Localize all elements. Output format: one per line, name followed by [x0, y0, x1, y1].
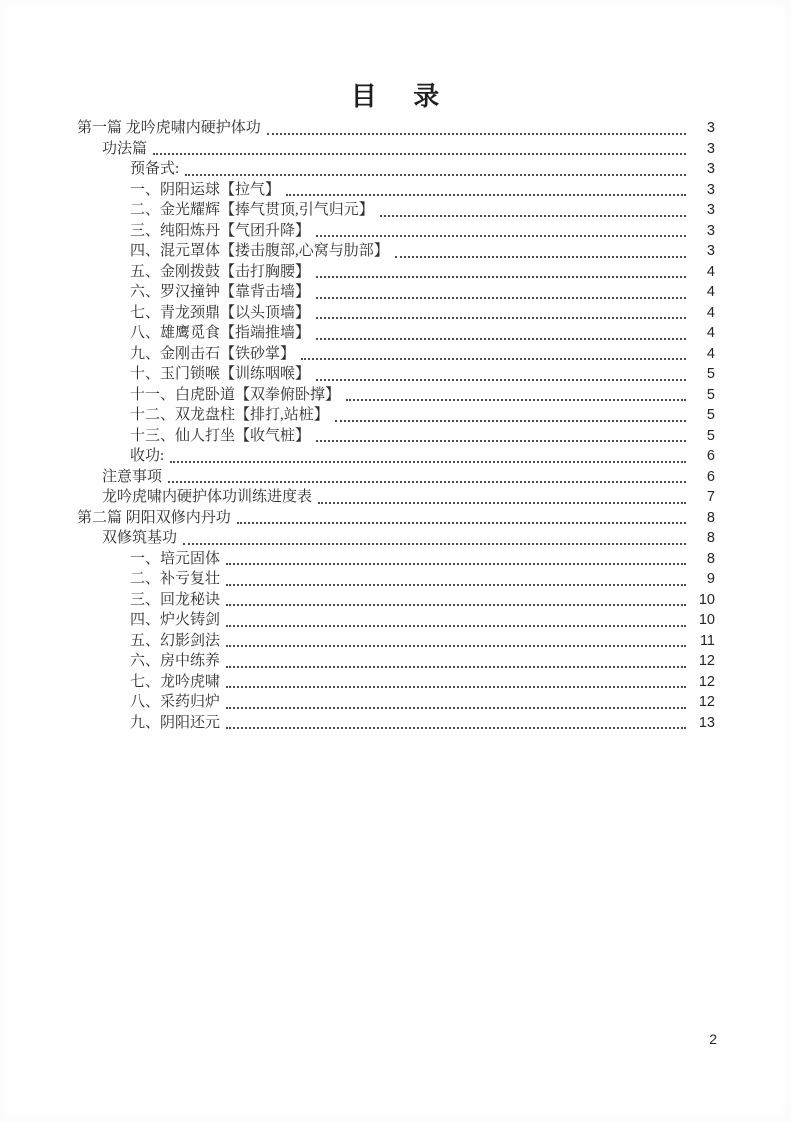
toc-leader-dots: [318, 502, 686, 504]
toc-entry-page: 4: [706, 325, 715, 341]
toc-entry-label: 四、混元罩体【搂击腹部,心窝与肋部】: [130, 243, 389, 259]
toc-entry-page: 5: [706, 427, 715, 444]
toc-entry: [77, 282, 715, 303]
toc-entry: [77, 692, 715, 713]
toc-entry-page: 4: [706, 304, 715, 321]
toc-entry-page: 4: [706, 345, 715, 362]
toc-entry: [77, 446, 715, 467]
toc-entry-label: 九、金刚击石【铁砂掌】: [130, 345, 296, 362]
toc-entry-page: 12: [698, 673, 715, 690]
toc-entry-page: 3: [706, 161, 715, 177]
toc-leader-dots: [183, 543, 686, 545]
toc-entry: [77, 200, 715, 221]
toc-leader-dots: [168, 481, 686, 483]
toc-leader-dots: [301, 358, 686, 360]
page-title: 目 录: [350, 82, 441, 111]
toc-entry-page: 3: [706, 202, 715, 218]
toc-entry-page: 11: [699, 632, 715, 649]
toc-entry-page: 13: [698, 714, 715, 731]
toc-entry: [77, 610, 715, 631]
toc-entry-label: 九、阴阳还元: [130, 714, 221, 731]
toc-entry: [77, 569, 715, 590]
toc-entry: [77, 262, 715, 283]
toc-entry-label: 一、阴阳运球【拉气】: [130, 181, 281, 198]
toc-leader-dots: [185, 174, 686, 176]
toc-entry-label: 双修筑基功: [102, 530, 178, 546]
toc-leader-dots: [267, 133, 686, 135]
toc-leader-dots: [226, 604, 686, 606]
toc-list: [0, 118, 791, 733]
toc-entry-label: 第二篇 阴阳双修内丹功: [77, 509, 231, 526]
toc-entry: [77, 241, 715, 262]
toc-entry-label: 十二、双龙盘柱【排打,站桩】: [130, 407, 329, 423]
toc-entry: [77, 303, 715, 324]
toc-leader-dots: [226, 666, 686, 668]
toc-leader-dots: [316, 276, 686, 278]
toc-entry-label: 收功:: [130, 448, 165, 464]
toc-entry-label: 四、炉火铸剑: [130, 612, 221, 628]
toc-leader-dots: [346, 399, 686, 401]
toc-entry-label: 八、雄鹰觅食【指端推墙】: [130, 325, 311, 341]
toc-leader-dots: [380, 215, 686, 217]
toc-entry-label: 十一、白虎卧道【双拳俯卧撑】: [130, 386, 341, 403]
toc-leader-dots: [237, 522, 686, 524]
toc-entry-page: 6: [706, 448, 715, 464]
toc-entry: [77, 405, 715, 426]
toc-leader-dots: [316, 297, 686, 299]
toc-leader-dots: [316, 317, 686, 319]
toc-entry-label: 七、龙吟虎啸: [130, 673, 221, 690]
toc-leader-dots: [316, 235, 686, 237]
toc-leader-dots: [286, 194, 686, 196]
toc-entry-page: 8: [706, 509, 715, 526]
toc-entry-label: 注意事项: [102, 468, 163, 485]
toc-entry-label: 十三、仙人打坐【收气桩】: [130, 427, 311, 444]
toc-entry-label: 功法篇: [102, 140, 148, 157]
toc-entry-label: 二、金光耀辉【捧气贯顶,引气归元】: [130, 202, 374, 218]
toc-entry: [77, 590, 715, 611]
toc-entry-label: 第一篇 龙吟虎啸内硬护体功: [77, 120, 261, 136]
toc-leader-dots: [226, 645, 686, 647]
toc-entry-page: 8: [706, 530, 715, 546]
toc-leader-dots: [335, 420, 686, 422]
toc-entry: [77, 672, 715, 693]
toc-entry-page: 3: [706, 222, 715, 239]
toc-entry-page: 5: [706, 407, 715, 423]
toc-entry: [77, 180, 715, 201]
toc-entry-page: 7: [706, 489, 715, 505]
toc-entry: [77, 344, 715, 365]
toc-entry-label: 五、幻影剑法: [130, 632, 221, 649]
toc-leader-dots: [395, 256, 686, 258]
toc-leader-dots: [316, 440, 686, 442]
toc-entry-page: 5: [706, 386, 715, 403]
toc-leader-dots: [226, 686, 686, 688]
toc-entry: [77, 323, 715, 344]
toc-entry: [77, 508, 715, 529]
toc-entry-page: 4: [706, 263, 715, 280]
toc-entry-page: 4: [706, 284, 715, 300]
toc-entry-label: 六、房中练养: [130, 653, 221, 669]
footer-page-number: 2: [709, 1031, 717, 1047]
toc-entry-label: 六、罗汉撞钟【靠背击墙】: [130, 284, 311, 300]
toc-entry-label: 三、回龙秘诀: [130, 591, 221, 608]
toc-leader-dots: [316, 379, 686, 381]
toc-entry-page: 10: [698, 612, 715, 628]
toc-entry-page: 10: [698, 591, 715, 608]
toc-leader-dots: [153, 153, 686, 155]
toc-entry: [77, 364, 715, 385]
toc-entry-label: 预备式:: [130, 161, 180, 177]
toc-entry: [77, 426, 715, 447]
toc-leader-dots: [226, 707, 686, 709]
toc-entry-label: 七、青龙颈鼎【以头顶墙】: [130, 304, 311, 321]
toc-entry-label: 三、纯阳炼丹【气团升降】: [130, 222, 311, 239]
toc-entry-page: 3: [706, 120, 715, 136]
toc-entry-page: 6: [706, 468, 715, 485]
toc-leader-dots: [226, 727, 686, 729]
toc-entry-label: 五、金刚拨鼓【击打胸腰】: [130, 263, 311, 280]
toc-entry-page: 3: [706, 243, 715, 259]
toc-entry: [77, 385, 715, 406]
toc-entry-label: 二、补亏复壮: [130, 571, 221, 587]
toc-entry: [77, 467, 715, 488]
toc-entry-page: 8: [706, 550, 715, 567]
toc-entry-page: 3: [706, 181, 715, 198]
toc-entry: [77, 528, 715, 549]
toc-entry: [77, 631, 715, 652]
toc-entry-label: 十、玉门锁喉【训练咽喉】: [130, 366, 311, 382]
toc-leader-dots: [226, 625, 686, 627]
toc-leader-dots: [316, 338, 686, 340]
toc-entry: [77, 159, 715, 180]
toc-entry: [77, 221, 715, 242]
toc-leader-dots: [226, 584, 686, 586]
toc-entry-page: 12: [698, 694, 715, 710]
toc-entry: [77, 118, 715, 139]
toc-entry: [77, 549, 715, 570]
toc-entry-page: 12: [698, 653, 715, 669]
toc-entry-page: 9: [706, 571, 715, 587]
toc-entry-label: 龙吟虎啸内硬护体功训练进度表: [102, 489, 313, 505]
toc-entry: [77, 713, 715, 734]
toc-entry-label: 一、培元固体: [130, 550, 221, 567]
toc-entry-label: 八、采药归炉: [130, 694, 221, 710]
toc-entry-page: 5: [706, 366, 715, 382]
toc-leader-dots: [226, 563, 686, 565]
toc-entry: [77, 651, 715, 672]
toc-entry: [77, 139, 715, 160]
toc-leader-dots: [170, 461, 686, 463]
toc-entry: [77, 487, 715, 508]
toc-entry-page: 3: [706, 140, 715, 157]
